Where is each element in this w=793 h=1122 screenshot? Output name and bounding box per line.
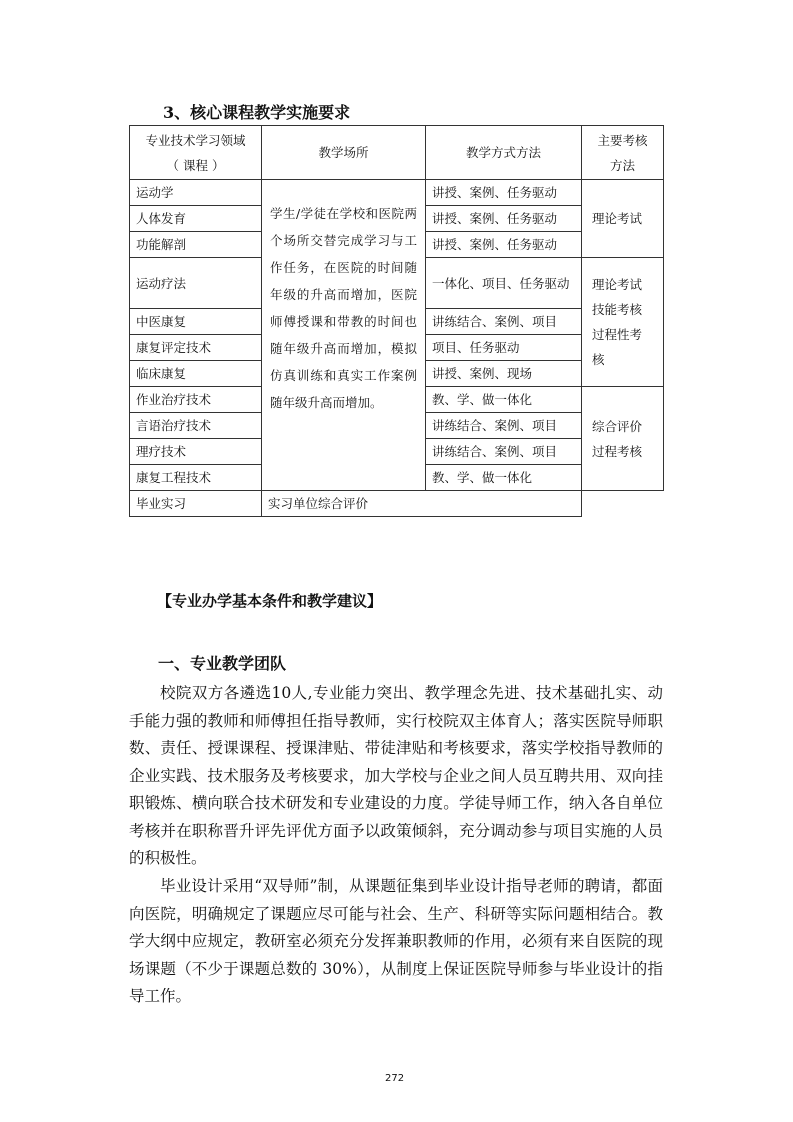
method-cell: 讲授、案例、任务驱动: [426, 232, 582, 258]
section-3-title: 3、核心课程教学实施要求: [163, 103, 351, 122]
paragraph-team: 校院双方各遴选10人,专业能力突出、教学理念先进、技术基础扎实、动手能力强的教师和师傅担任指导教师，实行校院双主体育人；落实医院导师职数、责任、授课课程、授课津贴、带徒津贴和考核要求，落实学校指导教师的企业实践、技术服务及考核要求，加大学校与企业之间人员互聘共用、双向挂职锻炼、横向联合技术研发和专业建设的力度。学徒导师工作，纳入各自单位考核并在职称晋升评先评优方面予以政策倾斜，充分调动参与项目实施的人员的积极性。: [129, 684, 663, 867]
course-cell: 理疗技术: [130, 439, 262, 465]
method-cell: 教、学、做一体化: [426, 387, 582, 413]
course-cell: 功能解剖: [130, 232, 262, 258]
method-cell: 讲授、案例、任务驱动: [426, 180, 582, 206]
table-row: [130, 491, 664, 517]
method-cell: 项目、任务驱动: [426, 335, 582, 361]
header-place: 教学场所: [262, 126, 426, 180]
team-heading: 一、专业教学团队: [158, 654, 287, 673]
course-cell: 言语治疗技术: [130, 413, 262, 439]
method-cell: 讲授、案例、现场: [426, 361, 582, 387]
table-row: [130, 180, 664, 206]
course-cell: 康复工程技术: [130, 465, 262, 491]
method-cell: 实习单位综合评价: [262, 491, 582, 517]
method-cell: 讲授、案例、任务驱动: [426, 206, 582, 232]
exam-cell: 综合评价过程考核: [582, 387, 664, 491]
course-cell: 运动学: [130, 180, 262, 206]
page-number: 272: [385, 1073, 405, 1084]
method-cell: 讲练结合、案例、项目: [426, 439, 582, 465]
teaching-place-cell: 学生/学徒在学校和医院两个场所交替完成学习与工作任务，在医院的时间随年级的升高而增加，医院师傅授课和带教的时间也随年级升高而增加，模拟仿真训练和真实工作案例随年级升高而增加。: [262, 180, 426, 491]
header-method: 教学方式方法: [426, 126, 582, 180]
course-cell: 运动疗法: [130, 258, 262, 309]
method-cell: 一体化、项目、任务驱动: [426, 258, 582, 309]
exam-cell: 理论考试: [582, 180, 664, 258]
method-cell: 讲练结合、案例、项目: [426, 413, 582, 439]
course-cell: 中医康复: [130, 309, 262, 335]
paragraph-graduation-design: 毕业设计采用“双导师”制，从课题征集到毕业设计指导老师的聘请，都面向医院，明确规定了课题应尽可能与社会、生产、科研等实际问题相结合。教学大纲中应规定，教研室必须充分发挥兼职教师的作用，必须有来自医院的现场课题（不少于课题总数的 30%），从制度上保证医院导师参与毕业设计的指导工作。: [129, 877, 663, 1005]
course-cell: 康复评定技术: [130, 335, 262, 361]
table-header-row: [130, 126, 664, 180]
course-cell: 人体发育: [130, 206, 262, 232]
exam-cell: 理论考试技能考核过程性考核: [582, 258, 664, 387]
core-course-table: [129, 125, 664, 517]
method-cell: 讲练结合、案例、项目: [426, 309, 582, 335]
header-domain: 专业技术学习领域 （ 课程 ）: [130, 126, 262, 180]
course-cell: 临床康复: [130, 361, 262, 387]
header-exam: 主要考核 方法: [582, 126, 664, 180]
course-cell: 毕业实习: [130, 491, 262, 517]
course-cell: 作业治疗技术: [130, 387, 262, 413]
method-cell: 教、学、做一体化: [426, 465, 582, 491]
conditions-heading: 【专业办学基本条件和教学建议】: [157, 592, 383, 610]
